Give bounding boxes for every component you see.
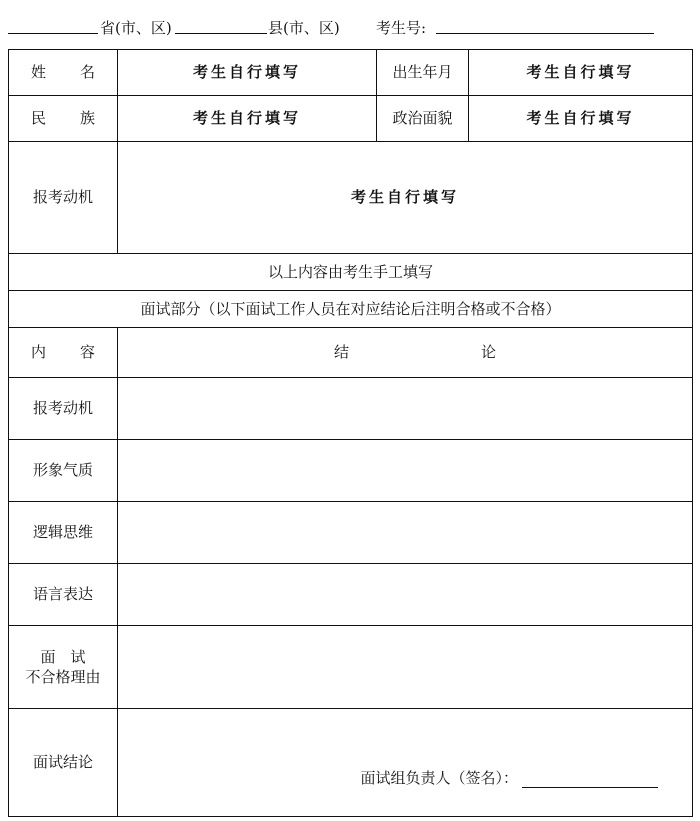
content-header-b: 容 — [79, 343, 95, 362]
interview-item-label: 形象气质 — [9, 440, 118, 502]
county-blank[interactable] — [175, 33, 267, 34]
fail-reason-label — [9, 626, 118, 709]
name-label-cell — [9, 50, 118, 96]
handwritten-note-row — [9, 254, 693, 291]
interview-item-label: 语言表达 — [9, 564, 118, 626]
interview-item-result[interactable] — [118, 502, 693, 564]
name-label-b: 名 — [79, 63, 95, 82]
fail-reason-value[interactable] — [118, 626, 693, 709]
political-label: 政治面貌 — [377, 96, 469, 142]
name-value[interactable]: 考生自行填写 — [118, 50, 377, 96]
interview-header-row — [9, 328, 693, 378]
ethnicity-label-b: 族 — [79, 109, 95, 128]
province-label: 省(市、区) — [100, 19, 172, 37]
table-row — [9, 502, 693, 564]
interview-item-label: 报考动机 — [9, 378, 118, 440]
result-header-a: 结 — [333, 343, 349, 362]
interview-note-row — [9, 291, 693, 328]
conclusion-row — [9, 709, 693, 817]
form-header — [8, 14, 694, 40]
result-header-cell — [118, 328, 693, 378]
fail-reason-label-line1: 面 试 — [40, 647, 86, 666]
conclusion-label: 面试结论 — [9, 709, 118, 817]
fail-reason-label-line2: 不合格理由 — [25, 668, 101, 686]
motivation-row — [9, 142, 693, 254]
interview-item-label: 逻辑思维 — [9, 502, 118, 564]
political-value[interactable]: 考生自行填写 — [469, 96, 693, 142]
ethnicity-value[interactable]: 考生自行填写 — [118, 96, 377, 142]
county-label: 县(市、区) — [268, 19, 340, 37]
name-label-a: 姓 — [31, 63, 47, 82]
interview-item-result[interactable] — [118, 440, 693, 502]
result-header-b: 论 — [480, 343, 496, 362]
conclusion-value[interactable] — [118, 709, 693, 817]
ethnicity-label-a: 民 — [31, 109, 47, 128]
name-row — [9, 50, 693, 96]
fail-reason-row — [9, 626, 693, 709]
motivation-label: 报考动机 — [9, 142, 118, 254]
table-row — [9, 440, 693, 502]
content-header-cell — [9, 328, 118, 378]
application-form-table — [8, 49, 693, 817]
table-row — [9, 564, 693, 626]
birth-label: 出生年月 — [377, 50, 469, 96]
ethnicity-label-cell — [9, 96, 118, 142]
birth-value[interactable]: 考生自行填写 — [469, 50, 693, 96]
interview-item-result[interactable] — [118, 564, 693, 626]
table-row — [9, 378, 693, 440]
interview-note: 面试部分（以下面试工作人员在对应结论后注明合格或不合格） — [9, 291, 693, 328]
motivation-value[interactable]: 考生自行填写 — [118, 142, 693, 254]
signature-block — [360, 768, 658, 788]
exam-number-label: 考生号: — [376, 19, 427, 37]
ethnicity-row — [9, 96, 693, 142]
handwritten-note: 以上内容由考生手工填写 — [9, 254, 693, 291]
signature-blank[interactable] — [522, 786, 658, 788]
exam-number-blank[interactable] — [436, 33, 654, 34]
signature-label: 面试组负责人（签名）： — [360, 768, 518, 787]
interview-item-result[interactable] — [118, 378, 693, 440]
province-blank[interactable] — [8, 33, 98, 34]
content-header-a: 内 — [31, 343, 47, 362]
